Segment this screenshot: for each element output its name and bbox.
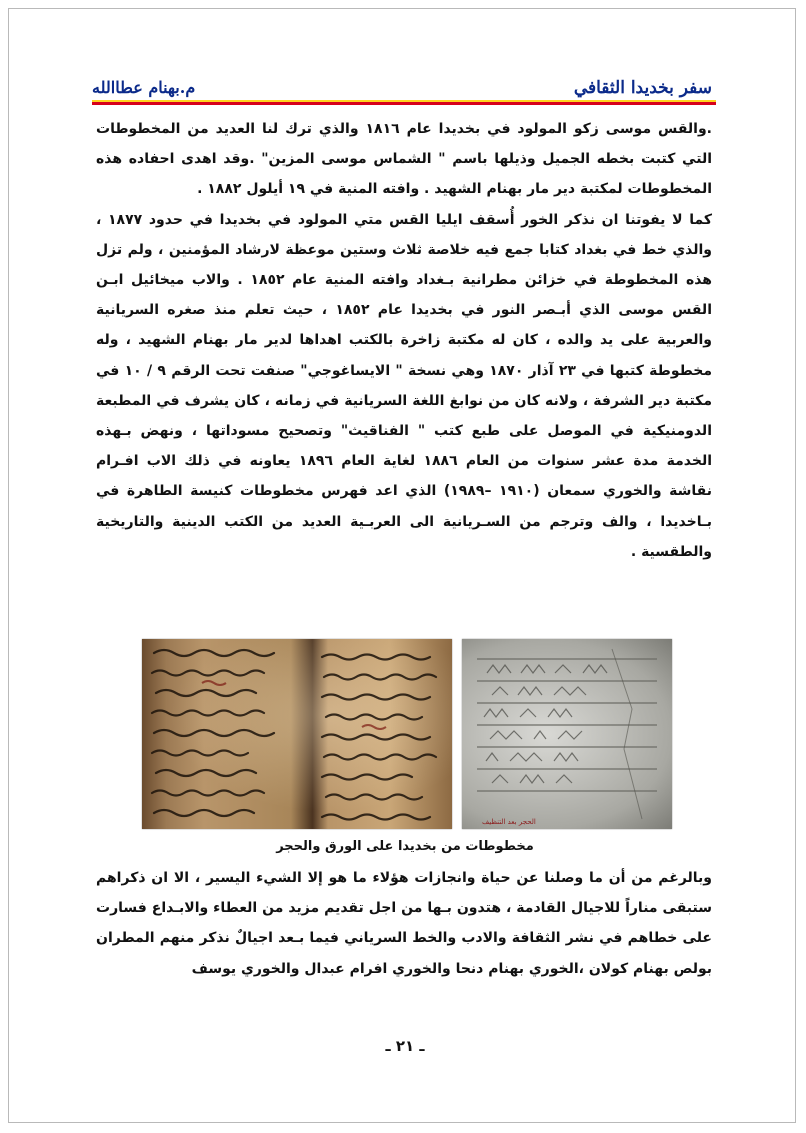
author-name: م.بهنام عطاالله [92,78,196,97]
paragraph: كما لا يفوتنا ان نذكر الخور أُسقف ايليا القس متي المولود في بخديدا في حدود ١٨٧٧ ، والذي خط في بغداد كتابا جمع فيه خلاصة ثلاث وستين موعظة لارشاد المؤمنين ، ولم تزل هذه المخطوطة في خزائن مطرانية بـغداد وافته المنية عام ١٨٥٢ . والاب ميخائيل ابـن القس موسى الذي أبـصر النور في بخديدا عام ١٨٥٢ ، حيث تعلم منذ صغره السريانية والعربية على يد والده ، كان له مكتبة زاخرة بالكتب اهداها لدير مار بهنام الشهيد ، وله مخطوطة كتبها في ٢٣ آذار ١٨٧٠ وهي نسخة " الايساغوجي" صنفت تحت الرقم ٩ / ١٠ في مكتبة دير الشرفة ، ولانه كان من نوابغ اللغة السريانية في زمانه ، كان يشرف في المطبعة الدومنيكية في الموصل على طبع كتب " الفناقيث" وتصحيح مسوداتها ، ونهض بـهذه الخدمة مدة عشر سنوات من العام ١٨٨٦ لغاية العام ١٨٩٦ يعاونه في ذلك الاب افـرام نقاشة والخوري سمعان (١٩١٠ –١٩٨٩) الذي اعد فهرس مخطوطات كنيسة الطاهرة في بـاخديدا ، والف وترجم من السـريانية الى العربـية العديد من الكتب الدينية والتاريخية والطقسية . [96,211,713,560]
stone-inscription-photo [462,639,672,829]
paragraph: وبالرغم من أن ما وصلنا عن حياة وانجازات هؤلاء ما هو إلا الشيء اليسير ، الا ان ذكراهم ستبقى مناراً للاجيال القادمة ، هتدون بـها من اجل تقديم مزيد من العطاء والابـداع فسارت على خطاهم في نشر الثقافة والادب والخط السرياني فيما بـعد اجيالٌ نذكر منهم المطران بولص بهنام كولان ،الخوري بهنام دنحا والخوري افرام عبدال والخوري يوسف [96,870,712,977]
page-header [92,78,716,108]
stone-photo-caption: الحجر بعد التنظيف [482,818,536,826]
page-number: ـ ٢١ ـ [385,1037,425,1055]
body-text-bottom [96,863,712,984]
manuscript-photo [142,639,452,829]
body-text-top [96,114,712,567]
paragraph: .والقس موسى زكو المولود في بخديدا عام ١٨١٦ والذي ترك لنا العديد من المخطوطات التي كتبت بخطه الجميل وذيلها باسم " الشماس موسى المزين" .وقد اهدى احفاده هذه المخطوطات لمكتبة دير مار بهنام الشهيد . وافته المنية في ١٩ أيلول ١٨٨٢ . [96,121,713,198]
figure [142,639,672,829]
figure-caption: مخطوطات من بخديدا على الورق والحجر [276,839,534,854]
book-title: سفر بخديدا الثقافي [573,78,712,98]
header-rule [92,100,716,105]
